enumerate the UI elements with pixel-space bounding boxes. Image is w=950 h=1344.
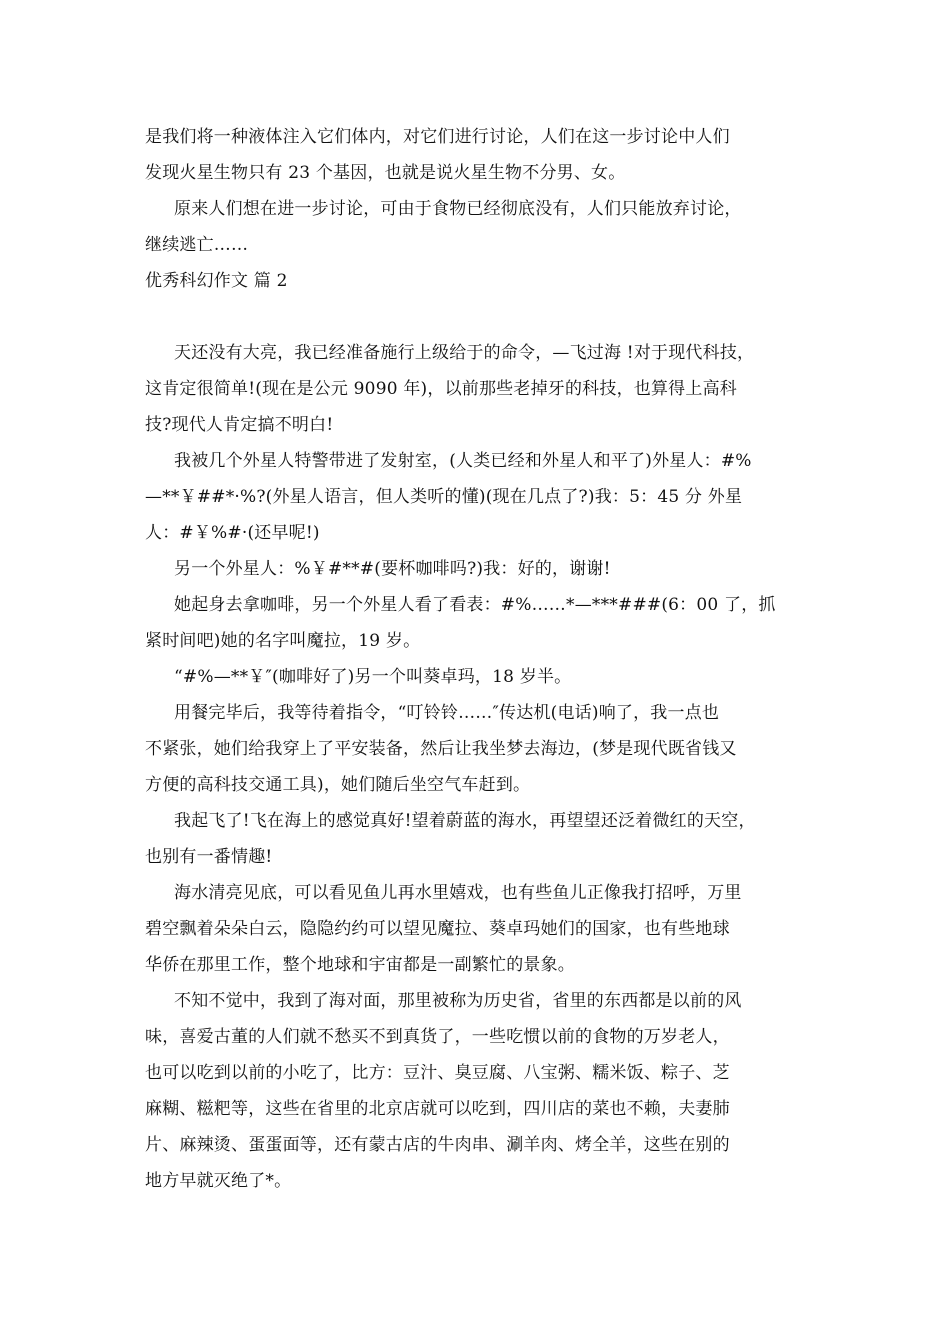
text-line: 人：#￥%#·(还早呢!) [145,523,320,543]
section-heading: 优秀科幻作文 篇 2 [145,271,288,291]
text-line: —**￥##*·%?(外星人语言，但人类听的懂)(现在几点了?)我：5：45 分 外星 [145,487,743,507]
text-line: 是我们将一种液体注入它们体内，对它们进行讨论，人们在这一步讨论中人们 [145,127,730,147]
paragraph-start: 我起飞了!飞在海上的感觉真好!望着蔚蓝的海水，再望望还泛着微红的天空， [174,811,756,831]
paragraph-start: 天还没有大亮，我已经准备施行上级给于的命令，—飞过海 !对于现代科技， [174,343,755,363]
text-line: 紧时间吧)她的名字叫魔拉，19 岁。 [145,631,421,651]
paragraph-start: 不知不觉中，我到了海对面，那里被称为历史省，省里的东西都是以前的风 [174,991,742,1011]
text-line: 也可以吃到以前的小吃了，比方：豆汁、臭豆腐、八宝粥、糯米饭、粽子、芝 [145,1063,730,1083]
paragraph-start: 另一个外星人：%￥#**#(要杯咖啡吗?)我：好的，谢谢! [174,559,611,579]
text-line: 不紧张，她们给我穿上了平安装备，然后让我坐梦去海边，(梦是现代既省钱又 [145,739,737,759]
paragraph-start: “#%—**￥″(咖啡好了)另一个叫葵卓玛，18 岁半。 [174,667,572,687]
paragraph-start: 原来人们想在进一步讨论，可由于食物已经彻底没有，人们只能放弃讨论， [174,199,742,219]
paragraph-start: 海水清亮见底，可以看见鱼儿再水里嬉戏，也有些鱼儿正像我打招呼，万里 [174,883,742,903]
text-line: 味，喜爱古董的人们就不愁买不到真货了，一些吃惯以前的食物的万岁老人， [145,1027,730,1047]
paragraph-start: 她起身去拿咖啡，另一个外星人看了看表：#%……*—***###(6：00 了，抓 [174,595,776,615]
paragraph-start: 用餐完毕后，我等待着指令，“叮铃铃……″传达机(电话)响了，我一点也 [174,703,720,723]
text-line: 发现火星生物只有 23 个基因，也就是说火星生物不分男、女。 [145,163,626,183]
text-line: 麻糊、糍粑等，这些在省里的北京店就可以吃到，四川店的菜也不赖，夫妻肺 [145,1099,730,1119]
paragraph-start: 我被几个外星人特警带进了发射室，(人类已经和外星人和平了)外星人：#% [174,451,752,471]
text-line: 继续逃亡…… [145,235,249,255]
text-line: 片、麻辣烫、蛋蛋面等，还有蒙古店的牛肉串、涮羊肉、烤全羊，这些在别的 [145,1135,730,1155]
text-line: 也别有一番情趣! [145,847,273,867]
text-line: 碧空飘着朵朵白云，隐隐约约可以望见魔拉、葵卓玛她们的国家，也有些地球 [145,919,730,939]
text-line: 技?现代人肯定搞不明白! [145,415,334,435]
text-line: 华侨在那里工作，整个地球和宇宙都是一副繁忙的景象。 [145,955,575,975]
text-line: 这肯定很简单!(现在是公元 9090 年)，以前那些老掉牙的科技，也算得上高科 [145,379,737,399]
text-line: 地方早就灭绝了*。 [145,1171,292,1191]
text-line: 方便的高科技交通工具)，她们随后坐空气车赶到。 [145,775,531,795]
